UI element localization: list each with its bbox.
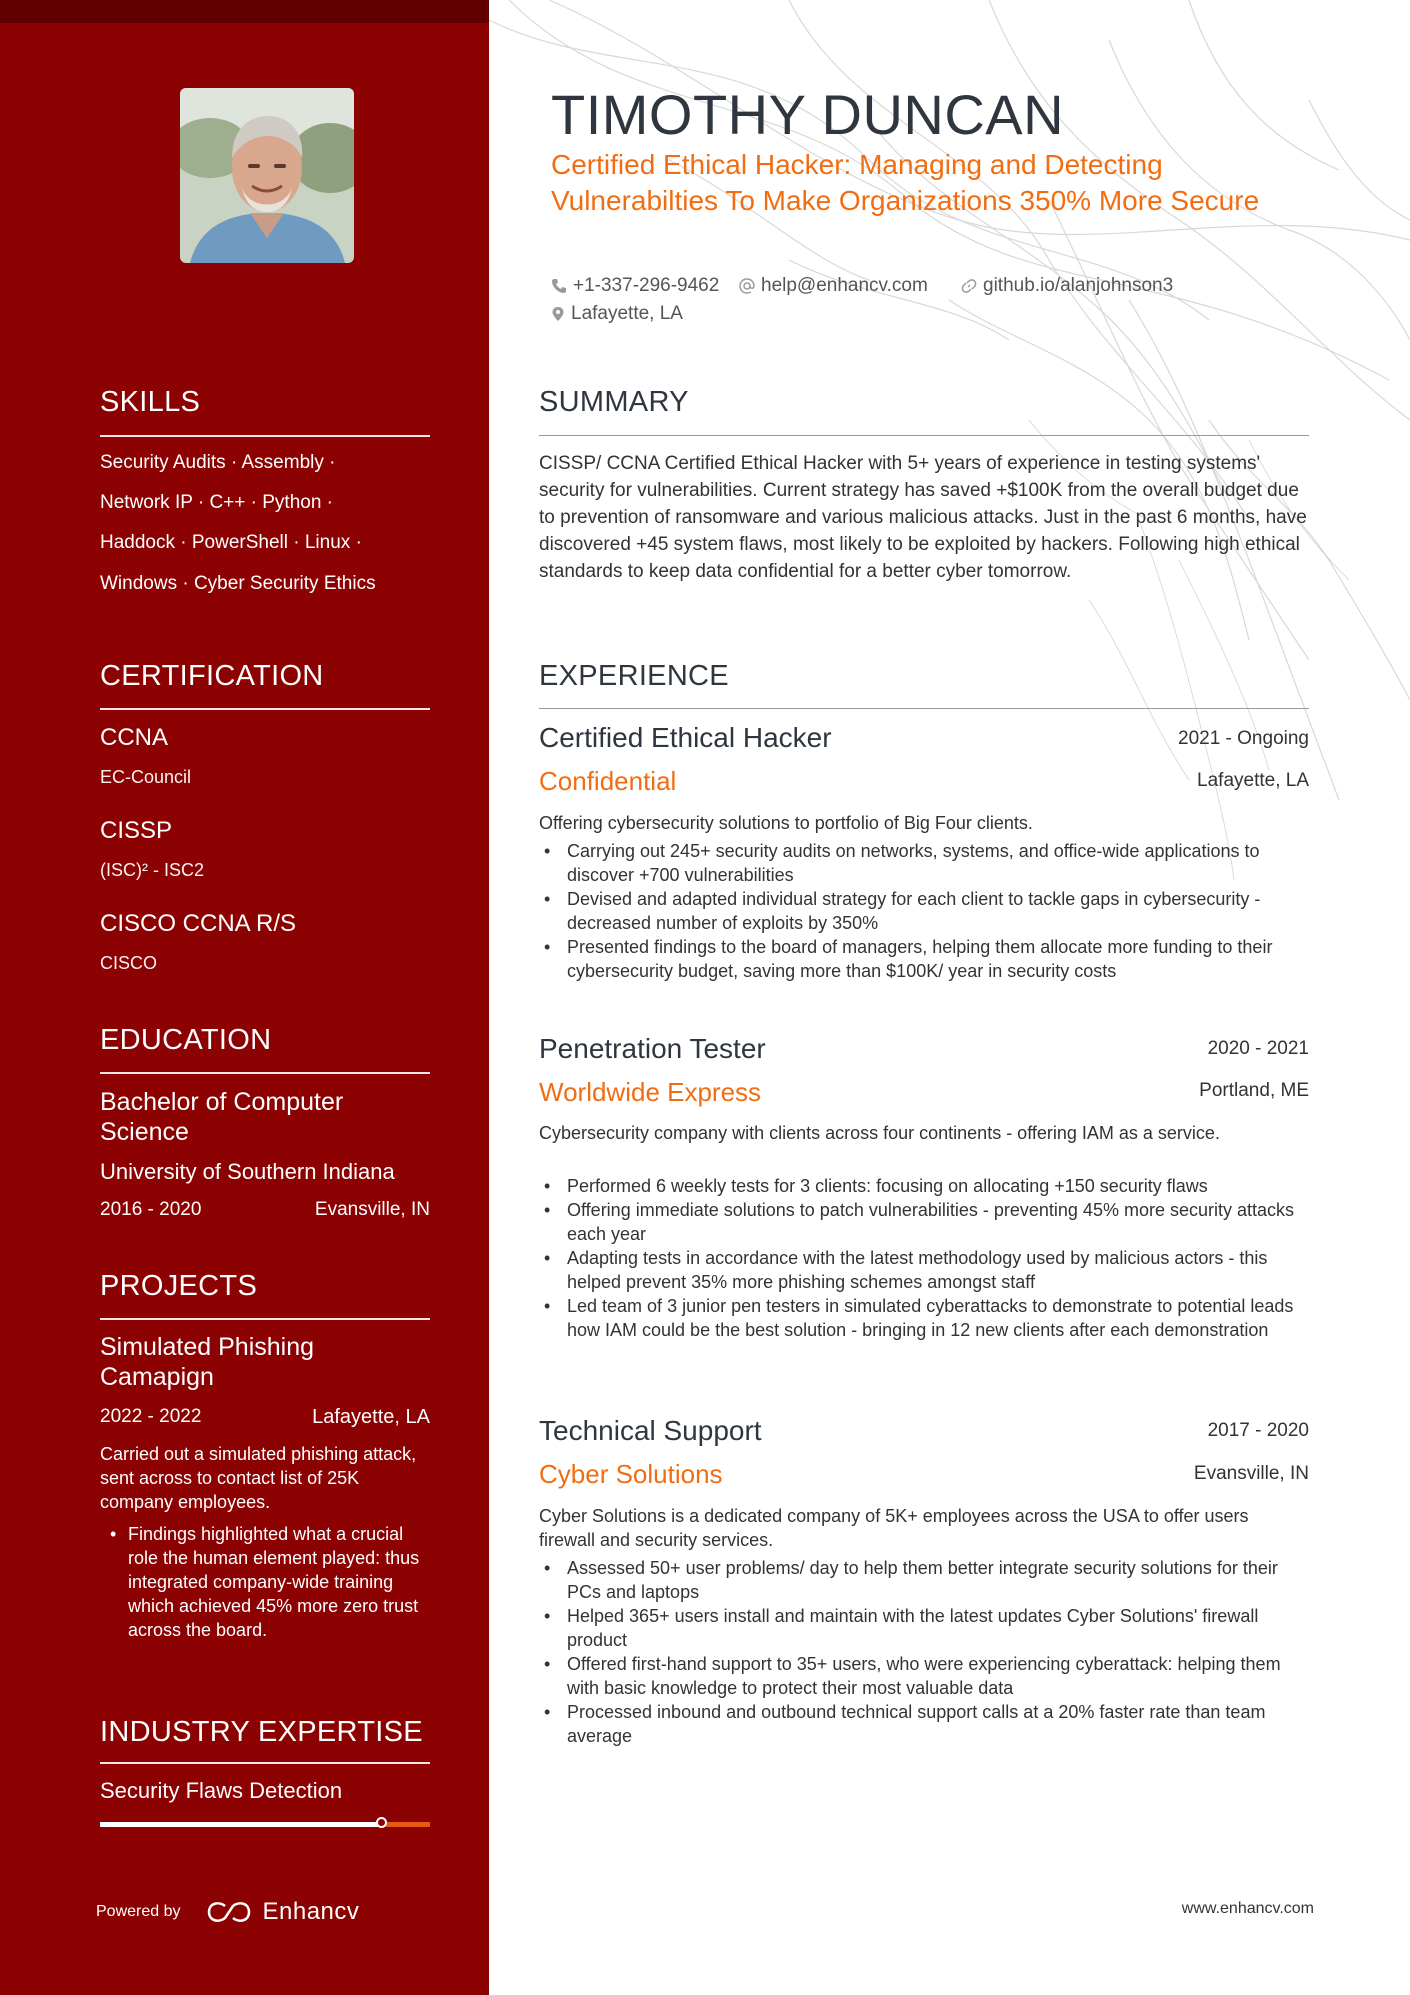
candidate-name: TIMOTHY DUNCAN xyxy=(551,83,1065,146)
job-description: Offering cybersecurity solutions to portfolio of Big Four clients. xyxy=(539,813,1033,833)
phone-icon xyxy=(551,278,567,294)
main-content xyxy=(489,0,1410,1995)
job-bullets xyxy=(539,1556,1309,1748)
certification-issuer: CISCO xyxy=(100,953,158,973)
expertise-level-fill xyxy=(100,1822,381,1827)
job-title: Penetration Tester xyxy=(539,1033,766,1064)
powered-by xyxy=(96,1898,359,1926)
job-bullets xyxy=(539,1174,1309,1342)
job-description: Cyber Solutions is a dedicated company of 5K+ employees across the USA to offer users firewall and security services. xyxy=(539,1506,1249,1550)
skills-line: Windows · Cyber Security Ethics xyxy=(100,573,376,594)
job-location: Evansville, IN xyxy=(1193,1463,1309,1484)
list-item: • Led team of 3 junior pen testers in simulated cyberattacks to demonstrate to potential leads how IAM could be the best solution - bringing in 12 new clients after each demonstration xyxy=(539,1294,1309,1342)
expertise-level-bar xyxy=(100,1822,430,1827)
project-bullets xyxy=(100,1522,430,1642)
projects-title: PROJECTS xyxy=(100,1270,258,1302)
location-text: Lafayette, LA xyxy=(571,303,683,324)
certification-issuer: EC-Council xyxy=(100,767,192,787)
skills-divider xyxy=(100,435,430,437)
summary-divider xyxy=(539,435,1309,436)
education-meta xyxy=(100,1199,430,1221)
job-title: Technical Support xyxy=(539,1415,762,1446)
job-dates: 2020 - 2021 xyxy=(1207,1038,1309,1059)
enhancv-brand-name: Enhancv xyxy=(262,1898,360,1925)
candidate-headline: Certified Ethical Hacker: Managing and Detecting Vulnerabilties To Make Organizations 350% More Secure xyxy=(551,149,1260,216)
list-item: • Presented findings to the board of managers, helping them allocate more funding to their cybersecurity budget, saving more than $100K/ year in security costs xyxy=(539,935,1309,983)
link-text: github.io/alanjohnson3 xyxy=(983,275,1174,296)
at-icon xyxy=(739,278,755,294)
job-dates: 2017 - 2020 xyxy=(1207,1420,1309,1441)
enhancv-logo-icon xyxy=(205,1900,253,1924)
list-item: • Devised and adapted individual strategy for each client to tackle gaps in cybersecurity - decreased number of exploits by 350% xyxy=(539,887,1309,935)
contact-email[interactable] xyxy=(739,275,928,297)
project-location: Lafayette, LA xyxy=(312,1406,430,1428)
industry-expertise-title: INDUSTRY EXPERTISE xyxy=(100,1716,423,1748)
list-item: • Helped 365+ users install and maintain with the latest updates Cyber Solutions' firewall product xyxy=(539,1604,1309,1652)
list-item: • Assessed 50+ user problems/ day to help them better integrate security solutions for their PCs and laptops xyxy=(539,1556,1309,1604)
industry-expertise-divider xyxy=(100,1762,430,1764)
certification-name: CISCO CCNA R/S xyxy=(100,910,297,937)
education-divider xyxy=(100,1072,430,1074)
skills-line: Haddock · PowerShell · Linux · xyxy=(100,532,362,553)
powered-by-label: Powered by xyxy=(96,1903,181,1920)
project-name: Simulated Phishing Camapign xyxy=(100,1333,315,1391)
enhancv-brand[interactable] xyxy=(205,1898,360,1926)
skills-title: SKILLS xyxy=(100,386,201,418)
expertise-label: Security Flaws Detection xyxy=(100,1778,343,1803)
education-title: EDUCATION xyxy=(100,1024,272,1056)
summary-text: CISSP/ CCNA Certified Ethical Hacker with 5+ years of experience in testing systems' security for vulnerabilities. Current strategy has saved +$100K from the overall budget due to prevention of ransomware and various malicious attacks. Just in the past 6 months, have discovered +45 system flaws, most likely to be exploited by hackers. Following high ethical standards to keep data confidential for a better cyber tomorrow. xyxy=(539,453,1307,582)
avatar xyxy=(180,88,354,263)
certification-issuer: (ISC)² - ISC2 xyxy=(100,860,205,880)
project-description: Carried out a simulated phishing attack, sent across to contact list of 25K company employees. xyxy=(100,1444,417,1512)
job-title: Certified Ethical Hacker xyxy=(539,722,832,753)
education-dates: 2016 - 2020 xyxy=(100,1199,202,1220)
education-degree: Bachelor of Computer Science xyxy=(100,1088,344,1146)
sidebar-top-bar xyxy=(0,0,489,23)
link-icon xyxy=(961,278,977,294)
experience-title: EXPERIENCE xyxy=(539,660,729,692)
list-item: • Offered first-hand support to 35+ users, who were experiencing cyberattack: helping them with basic knowledge to protect their most valuable data xyxy=(539,1652,1309,1700)
job-location: Lafayette, LA xyxy=(1197,770,1309,791)
job-location: Portland, ME xyxy=(1199,1080,1309,1101)
certification-title: CERTIFICATION xyxy=(100,660,324,692)
project-meta xyxy=(100,1406,430,1429)
job-company: Cyber Solutions xyxy=(539,1459,723,1489)
list-item: • Offering immediate solutions to patch vulnerabilities - preventing 45% more security attacks each year xyxy=(539,1198,1309,1246)
job-description: Cybersecurity company with clients across four continents - offering IAM as a service. xyxy=(539,1123,1220,1143)
list-item: • Processed inbound and outbound technical support calls at a 20% faster rate than team average xyxy=(539,1700,1309,1748)
contact-phone[interactable] xyxy=(551,275,719,297)
projects-divider xyxy=(100,1318,430,1320)
certification-name: CISSP xyxy=(100,817,173,844)
skills-line: Security Audits · Assembly · xyxy=(100,452,336,473)
certification-divider xyxy=(100,708,430,710)
job-dates: 2021 - Ongoing xyxy=(1178,728,1309,749)
summary-title: SUMMARY xyxy=(539,386,689,418)
list-item: • Adapting tests in accordance with the latest methodology used by malicious actors - this helped prevent 35% more phishing schemes amongst staff xyxy=(539,1246,1309,1294)
certification-name: CCNA xyxy=(100,724,169,751)
job-company: Confidential xyxy=(539,766,677,796)
list-item: • Performed 6 weekly tests for 3 clients: focusing on allocating +150 security flaws xyxy=(539,1174,1309,1198)
contact-link[interactable] xyxy=(961,275,1173,297)
experience-divider xyxy=(539,708,1309,709)
sidebar xyxy=(0,0,489,1995)
job-company: Worldwide Express xyxy=(539,1077,762,1107)
avatar-photo xyxy=(180,88,354,263)
list-item: • Findings highlighted what a crucial role the human element played: thus integrated company-wide training which achieved 45% more zero trust across the board. xyxy=(100,1522,430,1642)
job-bullets xyxy=(539,839,1309,983)
phone-text: +1-337-296-9462 xyxy=(573,275,720,296)
list-item: • Carrying out 245+ security audits on networks, systems, and office-wide applications to discover +700 vulnerabilities xyxy=(539,839,1309,887)
location-pin-icon xyxy=(551,306,565,322)
email-text: help@enhancv.com xyxy=(761,275,928,296)
skills-line: Network IP · C++ · Python · xyxy=(100,492,334,513)
footer-url[interactable]: www.enhancv.com xyxy=(1181,1900,1314,1917)
education-school: University of Southern Indiana xyxy=(100,1159,395,1184)
project-dates: 2022 - 2022 xyxy=(100,1406,202,1427)
expertise-level-knob xyxy=(376,1817,387,1828)
education-location: Evansville, IN xyxy=(314,1199,430,1220)
contact-location xyxy=(551,303,683,325)
